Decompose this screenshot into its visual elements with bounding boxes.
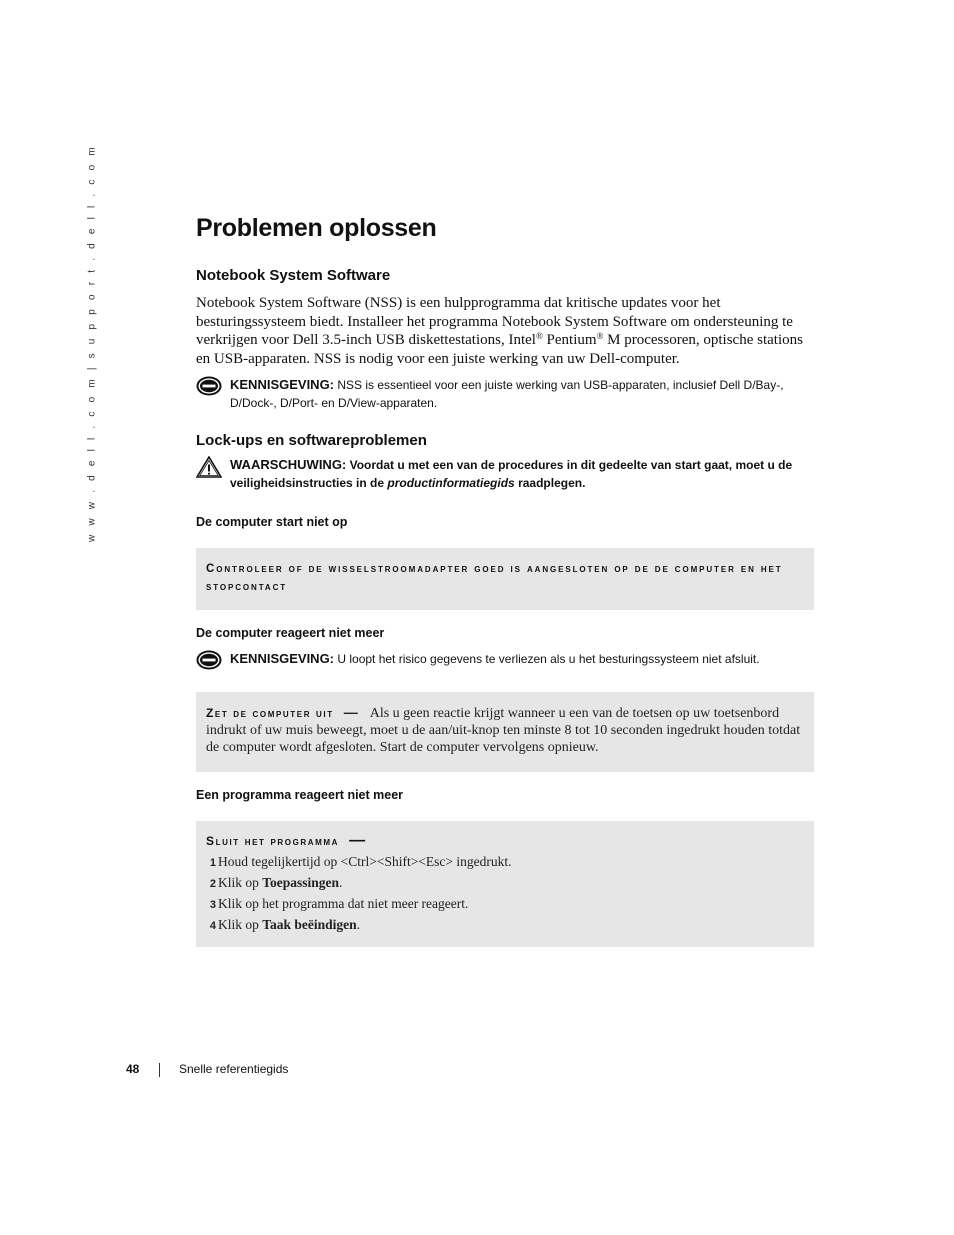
page-footer [126,1062,289,1076]
lockups-warning: WAARSCHUWING: Voordat u met een van de procedures in dit gedeelte van start gaat, moet u de veiligheidsinstructies in de productinformatiegids raadplegen. [196,456,816,492]
nss-notice: KENNISGEVING: NSS is essentieel voor een juiste werking van USB-apparaten, inclusief Dell D/Bay-, D/Dock-, D/Port- en D/View-apparaten. [196,376,816,412]
step-item: 2 Klik op Toepassingen. [209,875,343,890]
program-not-responding-heading: Een programma reageert niet meer [196,788,404,802]
step-item: 1 Houd tegelijkertijd op <Ctrl><Shift><Esc> ingedrukt. [209,854,512,869]
shutdown-box [196,692,814,772]
not-responding-notice: KENNISGEVING: U loopt het risico gegevens te verliezen als u het besturingssysteem niet afsluit. [196,650,816,668]
nss-heading: Notebook System Software [196,267,391,284]
footer-doc-title: Snelle referentiegids [179,1062,289,1076]
not-responding-heading: De computer reageert niet meer [196,626,385,640]
step-item: 4 Klik op Taak beëindigen. [209,917,361,932]
close-program-steps [206,852,804,936]
close-program-box [196,821,814,947]
page-title: Problemen oplossen [196,214,437,242]
notice-icon [196,376,222,396]
page-number: 48 [126,1062,140,1076]
lockups-heading: Lock-ups en softwareproblemen [196,432,427,449]
close-program-label: Sluit het programma — [206,832,366,849]
no-start-heading: De computer start niet op [196,515,348,529]
footer-separator [159,1063,160,1077]
no-start-box [196,548,814,610]
shutdown-box-text: Zet de computer uit — Als u geen reactie krijgt wanneer u een van de toetsen op uw toetsenbord indrukt of uw muis beweegt, moet u de aan/uit-knop ten minste 8 tot 10 seconden ingedrukt houden totdat de computer wordt afgesloten. Start de computer vervolgens opnieuw. [206,704,801,755]
step-item: 3 Klik op het programma dat niet meer reageert. [209,896,469,911]
notice-icon [196,650,222,670]
nss-paragraph: Notebook System Software (NSS) is een hulpprogramma dat kritische updates voor het besturingssysteem biedt. Installeer het programma Notebook System Software om ondersteuning te verkrijgen voor Dell 3.5-inch USB diskettestations, Intel® Pentium® M processoren, optische stations en USB-apparaten. NSS is nodig voor een juiste werking van uw Dell-computer. [196,295,803,367]
no-start-box-text: Controleer of de wisselstroomadapter goed is aangesloten op de de computer en het stopcontact [206,563,783,593]
warning-triangle-icon [196,456,222,478]
sidebar-url: w w w . d e l l . c o m | s u p p o r t . d e l l . c o m [86,144,98,542]
